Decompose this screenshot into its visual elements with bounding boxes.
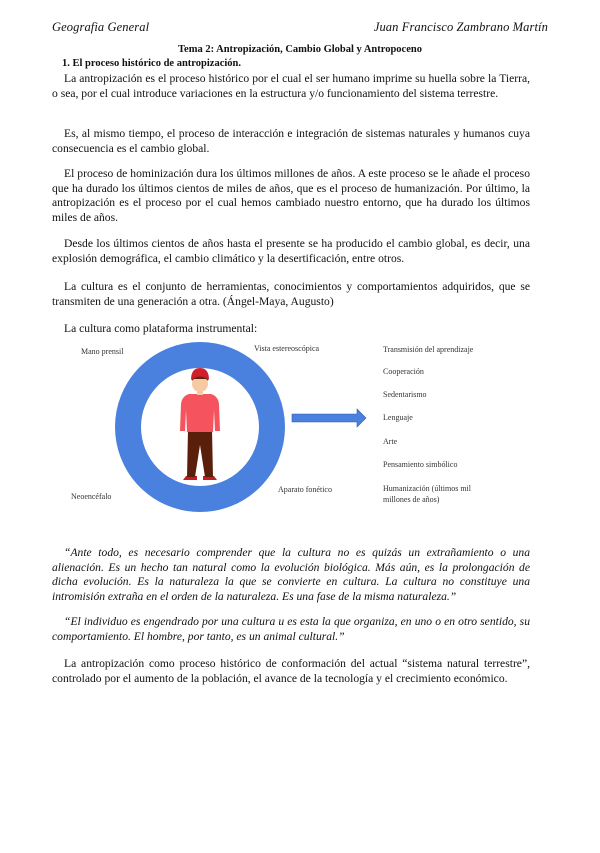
paragraph: El proceso de hominización dura los últimos millones de años. A este proceso se le añade el proceso que ha durado los últimos cientos de miles de años, que es el proceso de humanización. Por último, la antropización es el proceso por el cual hemos cambiado nuestro entorno, que ha durado los últimos miles de años. [52, 167, 530, 224]
arrow-right-icon [292, 409, 366, 427]
header-course: Geografia General [52, 20, 150, 34]
outcome-item: Sedentarismo [383, 390, 427, 399]
figure-caption: La cultura como plataforma instrumental: [64, 322, 258, 335]
label-mano-prensil: Mano prensil [81, 347, 124, 356]
header-author: Juan Francisco Zambrano Martín [373, 20, 548, 34]
label-neoencefalo: Neoencéfalo [71, 492, 112, 501]
outcome-item: Pensamiento simbólico [383, 460, 458, 469]
outcome-item: Humanización (últimos mil millones de años) [383, 484, 471, 504]
outcome-item: Arte [383, 437, 398, 446]
quote: “El individuo es engendrado por una cultura u es esta la que organiza, en uno o en otro sentido, su comportamiento. El hombre, por tanto, es un animal cultural.” [52, 615, 530, 643]
ring-icon [128, 355, 272, 499]
paragraph: Es, al mismo tiempo, el proceso de interacción e integración de sistemas naturales y humanos cuya consecuencia es el cambio global. [52, 127, 530, 155]
paragraph: Desde los últimos cientos de años hasta el presente se ha producido el cambio global, es decir, una explosión demográfica, el cambio climático y la desertificación, entre otros. [52, 237, 530, 265]
person-icon [180, 368, 220, 480]
outcome-item: Transmisión del aprendizaje [383, 345, 474, 354]
outcome-item: Cooperación [383, 367, 424, 376]
paragraph: La cultura es el conjunto de herramientas, conocimientos y comportamientos adquiridos, que se transmiten de una generación a otra. (Ángel-Maya, Augusto) [52, 280, 530, 308]
label-aparato-fonetico: Aparato fonético [278, 485, 332, 494]
paragraph: La antropización como proceso histórico de conformación del actual “sistema natural terrestre”, controlado por el aumento de la población, el avance de la tecnología y el crecimiento económico. [52, 657, 530, 685]
paragraph: La antropización es el proceso histórico por el cual el ser humano imprime su huella sobre la Tierra, o sea, por el cual introduce variaciones en la estructura y/o funcionamiento del sistema terrestre. [52, 72, 530, 100]
quote: “Ante todo, es necesario comprender que la cultura no es quizás un extrañamiento o una alienación. Es un hecho tan natural como la evolución biológica. Más aún, es la prolongación de dicha evolución. Es la naturaleza la que se convierte en cultura. La cultura no constituye una intromisión extraña en el orden de la naturaleza. Es una fase de la misma naturaleza.” [52, 546, 530, 603]
label-vista-estereoscopica: Vista estereoscópica [254, 344, 320, 353]
section-heading: 1. El proceso histórico de antropización. [62, 58, 241, 69]
outcome-item: Lenguaje [383, 413, 413, 422]
document-title: Tema 2: Antropización, Cambio Global y Antropoceno [178, 44, 422, 55]
